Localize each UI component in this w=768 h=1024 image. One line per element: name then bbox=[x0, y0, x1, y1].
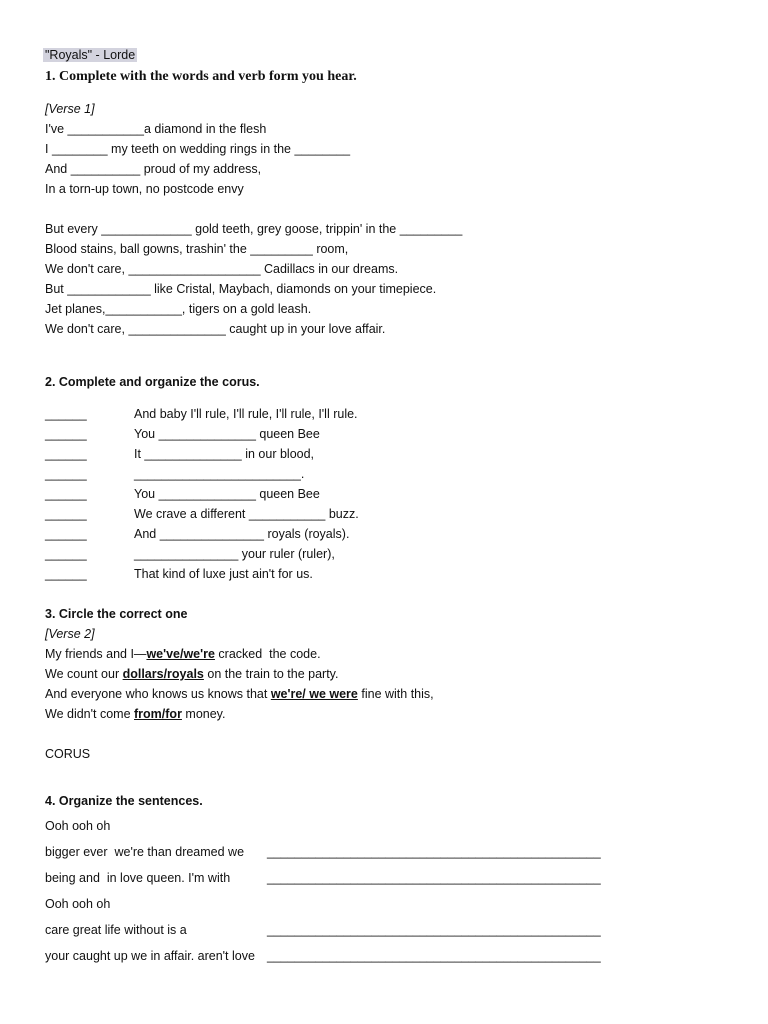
chorus-row bbox=[45, 426, 320, 442]
chorus-row bbox=[45, 446, 315, 462]
scrambled-line: bigger ever we're than dreamed we bbox=[45, 845, 245, 859]
chorus-line: It ______________ in our blood, bbox=[134, 447, 315, 461]
verse-1-line: I've ___________a diamond in the flesh bbox=[45, 122, 267, 136]
chorus-line: You ______________ queen Bee bbox=[134, 427, 320, 441]
chorus-row bbox=[45, 546, 335, 562]
chorus-line: That kind of luxe just ain't for us. bbox=[134, 567, 313, 581]
answer-line[interactable]: ________________________________________________ bbox=[267, 949, 601, 963]
chorus-line: _______________ your ruler (ruler), bbox=[134, 547, 335, 561]
verse-1-line: We don't care, ___________________ Cadillacs in our dreams. bbox=[45, 262, 399, 276]
order-blank: ______ bbox=[45, 467, 87, 481]
chorus-line: And baby I'll rule, I'll rule, I'll rule, I'll rule. bbox=[134, 407, 358, 421]
verse-2-line: And everyone who knows us knows that we're/ we were fine with this, bbox=[45, 687, 434, 701]
verse-1-line: But every _____________ gold teeth, grey goose, trippin' in the _________ bbox=[45, 222, 463, 236]
choice-option[interactable]: we're/ we were bbox=[270, 687, 358, 701]
order-blank: ______ bbox=[45, 547, 87, 561]
scrambled-line: care great life without is a bbox=[45, 923, 187, 937]
exercise-1-heading: 1. Complete with the words and verb form you hear. bbox=[45, 69, 357, 84]
answer-line[interactable]: ________________________________________________ bbox=[267, 845, 601, 859]
order-blank: ______ bbox=[45, 527, 87, 541]
verse-1-line: In a torn-up town, no postcode envy bbox=[45, 182, 244, 196]
order-blank: ______ bbox=[45, 407, 87, 421]
order-blank: ______ bbox=[45, 447, 87, 461]
answer-line[interactable]: ________________________________________________ bbox=[267, 871, 601, 885]
scrambled-line: your caught up we in affair. aren't love bbox=[45, 949, 255, 963]
scrambled-row bbox=[45, 922, 601, 938]
order-blank: ______ bbox=[45, 507, 87, 521]
chorus-row bbox=[45, 566, 313, 582]
verse-1-line: I ________ my teeth on wedding rings in the ________ bbox=[45, 142, 351, 156]
scrambled-line: being and in love queen. I'm with bbox=[45, 871, 231, 885]
exercise-4-heading: 4. Organize the sentences. bbox=[45, 794, 203, 808]
verse-2-line: My friends and I—we've/we're cracked the code. bbox=[45, 647, 321, 661]
chorus-row bbox=[45, 526, 350, 542]
verse-2-line: We count our dollars/royals on the train to the party. bbox=[45, 667, 339, 681]
document-title: "Royals" - Lorde bbox=[45, 48, 136, 62]
scrambled-row bbox=[45, 844, 601, 860]
scrambled-row bbox=[45, 948, 601, 964]
verse-2-label: [Verse 2] bbox=[45, 627, 95, 641]
chorus-line: You ______________ queen Bee bbox=[134, 487, 320, 501]
corus-label: CORUS bbox=[45, 747, 91, 761]
verse-1-line: Blood stains, ball gowns, trashin' the _________ room, bbox=[45, 242, 349, 256]
chorus-row bbox=[45, 486, 320, 502]
chorus-row bbox=[45, 406, 358, 422]
verse-2-line: We didn't come from/for money. bbox=[45, 707, 226, 721]
chorus-row bbox=[45, 466, 305, 482]
chorus-row bbox=[45, 506, 359, 522]
verse-1-line: Jet planes,___________, tigers on a gold leash. bbox=[45, 302, 312, 316]
chorus-line: ________________________. bbox=[134, 467, 305, 481]
answer-line[interactable]: ________________________________________________ bbox=[267, 923, 601, 937]
order-blank: ______ bbox=[45, 487, 87, 501]
exercise-2-heading: 2. Complete and organize the corus. bbox=[45, 375, 260, 389]
scrambled-line: Ooh ooh oh bbox=[45, 819, 111, 833]
scrambled-row bbox=[45, 870, 601, 886]
verse-1-line: And __________ proud of my address, bbox=[45, 162, 262, 176]
chorus-line: And _______________ royals (royals). bbox=[134, 527, 350, 541]
verse-1-line: We don't care, ______________ caught up in your love affair. bbox=[45, 322, 386, 336]
scrambled-line: Ooh ooh oh bbox=[45, 897, 111, 911]
choice-option[interactable]: dollars/royals bbox=[122, 667, 204, 681]
order-blank: ______ bbox=[45, 567, 87, 581]
verse-1-line: But ____________ like Cristal, Maybach, diamonds on your timepiece. bbox=[45, 282, 437, 296]
choice-option[interactable]: we've/we're bbox=[146, 647, 215, 661]
choice-option[interactable]: from/for bbox=[134, 707, 182, 721]
order-blank: ______ bbox=[45, 427, 87, 441]
verse-1-label: [Verse 1] bbox=[45, 102, 95, 116]
exercise-3-heading: 3. Circle the correct one bbox=[45, 607, 188, 621]
chorus-line: We crave a different ___________ buzz. bbox=[134, 507, 359, 521]
